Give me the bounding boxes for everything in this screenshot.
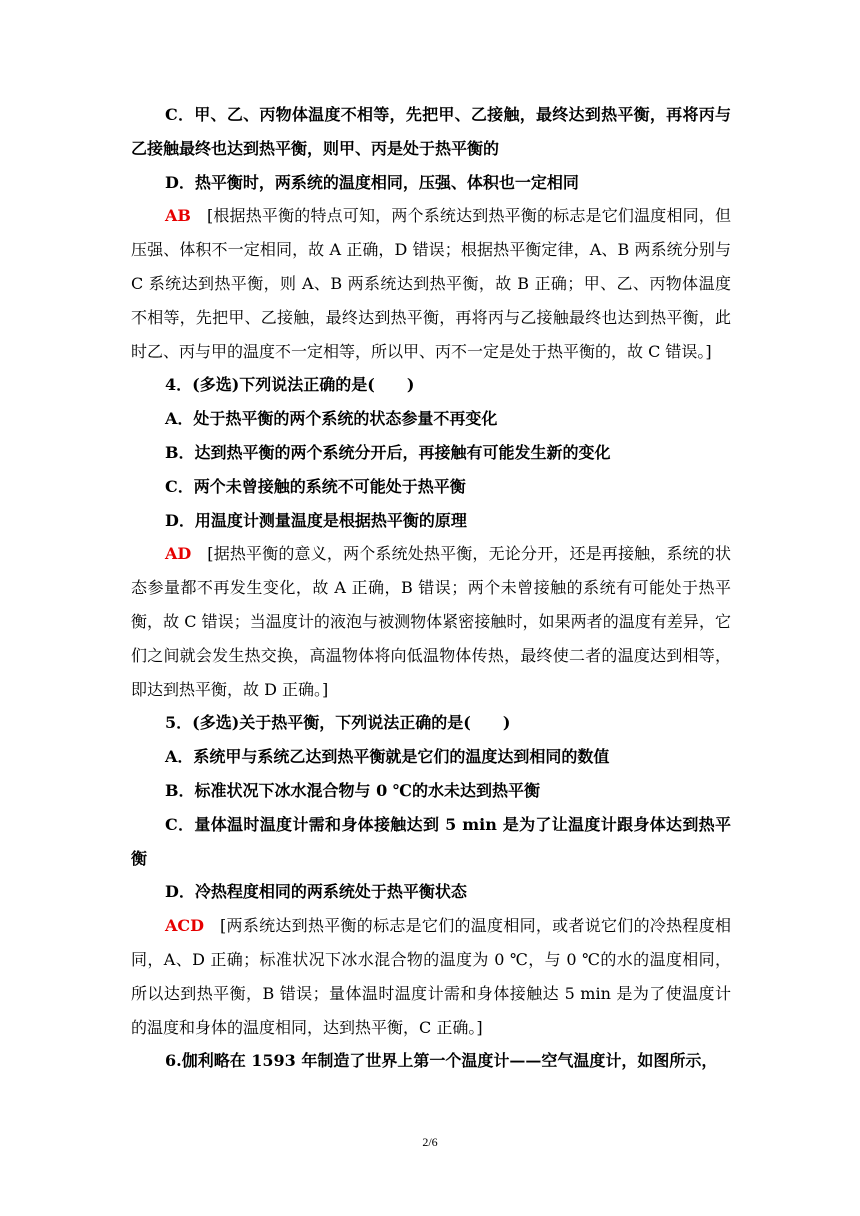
option-a-line: A．系统甲与系统乙达到热平衡就是它们的温度达到相同的数值 <box>165 747 610 767</box>
option-a-line: A．处于热平衡的两个系统的状态参量不再变化 <box>165 409 498 429</box>
answer-label: AD <box>165 544 192 564</box>
option-c-line: C．量体温时温度计需和身体接触达到 5 min 是为了让温度计跟身体达到热平衡 <box>131 814 731 868</box>
option-b-line: B．达到热平衡的两个系统分开后，再接触有可能发生新的变化 <box>165 442 611 462</box>
option-d-line: D．冷热程度相同的两系统处于热平衡状态 <box>165 882 467 902</box>
question-5-stem: 5．(多选)关于热平衡，下列说法正确的是( ) <box>165 713 511 733</box>
explanation-text: [两系统达到热平衡的标志是它们的温度相同，或者说它们的冷热程度相同，A、D 正确；标准状况下冰水混合物的温度为 0 ℃，与 0 ℃的水的温度相同，所以达到热平衡，B 错误；量体温时温度计需和身体接触达 5 min 是为了使温度计的温度和身体的温度相同，达到热平衡，C 正确。] <box>131 916 731 1037</box>
explanation-text: [根据热平衡的特点可知，两个系统达到热平衡的标志是它们温度相同，但压强、体积不一定相同，故 A 正确，D 错误；根据热平衡定律，A、B 两系统分别与 C 系统达到热平衡，则 A、B 两系统达到热平衡，故 B 正确；甲、乙、丙物体温度不相等，先把甲、乙接触，最终达到热平衡，再将丙与乙接触最终也达到热平衡，此时乙、丙与甲的温度不一定相等，所以甲、丙不一定是处于热平衡的，故 C 错误。] <box>131 206 731 361</box>
answer-explanation <box>131 199 731 368</box>
option-c-line: C．甲、乙、丙物体温度不相等，先把甲、乙接触，最终达到热平衡，再将丙与乙接触最终也达到热平衡，则甲、丙是处于热平衡的 <box>131 105 731 158</box>
question-4-stem: 4．(多选)下列说法正确的是( ) <box>165 375 415 395</box>
document-body <box>131 98 731 1078</box>
option-c-line: C．两个未曾接触的系统不可能处于热平衡 <box>165 476 466 496</box>
explanation-text: [据热平衡的意义，两个系统处热平衡，无论分开，还是再接触，系统的状态参量都不再发生变化，故 A 正确，B 错误；两个未曾接触的系统有可能处于热平衡，故 C 错误；当温度计的液泡与被测物体紧密接触时，如果两者的温度有差异，它们之间就会发生热交换，高温物体将向低温物体传热，最终使二者的温度达到相等，即达到热平衡，故 D 正确。] <box>131 544 731 699</box>
question-6-stem: 6.伽利略在 1593 年制造了世界上第一个温度计——空气温度计，如图所示， <box>165 1051 718 1071</box>
option-d-line: D．热平衡时，两系统的温度相同，压强、体积也一定相同 <box>165 172 579 192</box>
answer-explanation <box>131 537 731 706</box>
answer-label: AB <box>165 206 191 226</box>
page-number: 2/6 <box>422 1135 438 1149</box>
answer-label: ACD <box>165 916 205 936</box>
option-d-line: D．用温度计测量温度是根据热平衡的原理 <box>165 510 467 530</box>
answer-explanation <box>131 909 731 1044</box>
option-b-line: B．标准状况下冰水混合物与 0 ℃的水未达到热平衡 <box>165 780 540 800</box>
